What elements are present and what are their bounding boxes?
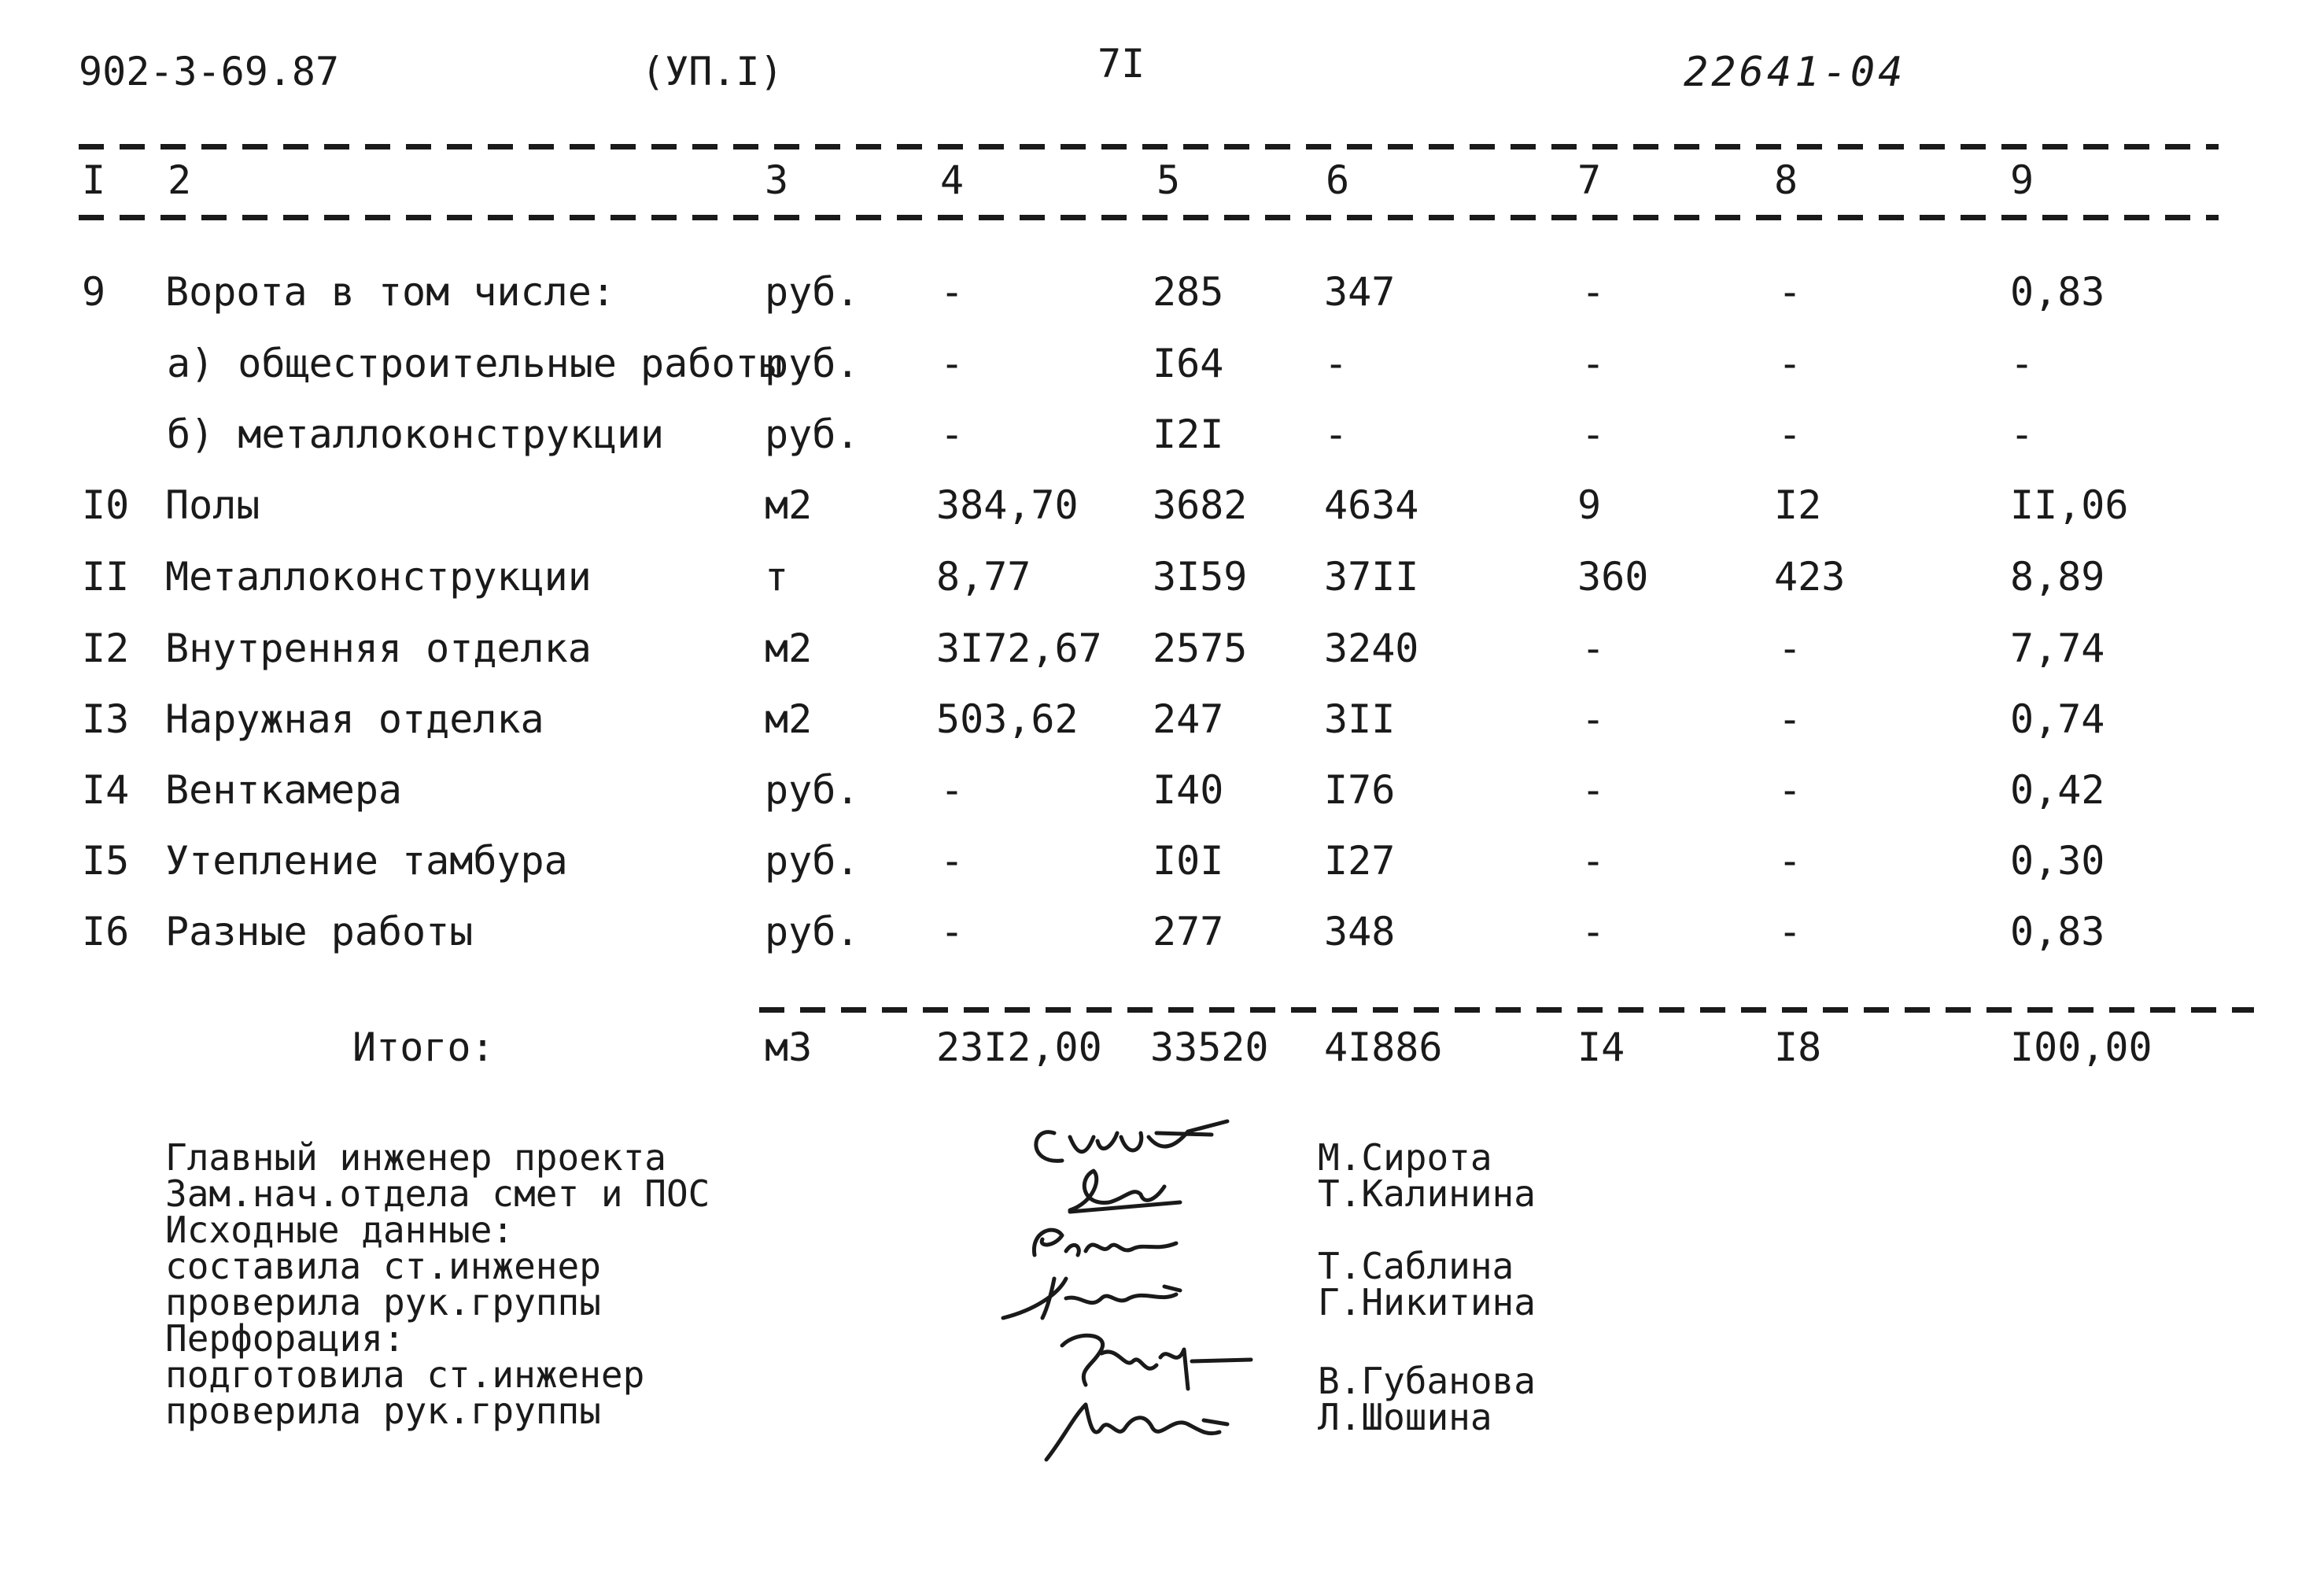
total-c7: I4 [1577,1024,1625,1070]
row-c9: 0,83 [2010,909,2105,954]
row-name: Утепление тамбура [165,838,568,884]
volume-label: (УП.I) [641,49,784,94]
row-unit: руб. [765,838,860,884]
row-c8: - [1778,626,1802,671]
total-unit: м3 [765,1024,813,1070]
row-name: Металлоконструкции [165,554,592,600]
row-c4: 3I72,67 [936,626,1102,671]
row-c8: 423 [1774,554,1846,600]
row-number: 9 [82,269,106,315]
row-c6: - [1324,341,1348,386]
role-line: Перфорация: [165,1317,405,1360]
row-c9: II,06 [2010,482,2129,528]
row-c4: - [940,909,965,954]
row-name: Ворота в том числе: [165,269,615,315]
header-top-divider [79,144,2219,150]
name-line: Т.Калинина [1318,1172,1536,1215]
column-number: 6 [1326,157,1350,203]
row-c6: I27 [1324,838,1396,884]
row-name: б) металлоконструкции [167,412,665,457]
row-c4: 384,70 [936,482,1079,528]
column-number: 8 [1774,157,1798,203]
row-unit: руб. [765,269,860,315]
column-number: 5 [1156,157,1181,203]
row-c9: 0,83 [2010,269,2105,315]
total-c4: 23I2,00 [936,1024,1102,1070]
row-c4: - [940,767,965,813]
role-line: Зам.нач.отдела смет и ПОС [165,1172,710,1215]
row-c4: - [940,341,965,386]
row-c8: - [1778,767,1802,813]
row-c7: - [1581,341,1606,386]
role-line: Главный инженер проекта [165,1136,666,1179]
total-c8: I8 [1774,1024,1822,1070]
role-line: проверила рук.группы [165,1390,601,1432]
column-number: 3 [765,157,789,203]
role-line: Исходные данные: [165,1209,515,1251]
row-c5: 285 [1153,269,1224,315]
row-c8: - [1778,909,1802,954]
row-c7: - [1581,767,1606,813]
role-line: подготовила ст.инженер [165,1353,645,1396]
row-c9: 0,30 [2010,838,2105,884]
column-number: 4 [940,157,965,203]
signature-roles [165,1136,710,1432]
row-name: Венткамера [165,767,403,813]
row-unit: м2 [765,482,813,528]
row-c5: I0I [1153,838,1224,884]
row-c7: - [1581,269,1606,315]
row-c7: 360 [1577,554,1649,600]
row-c4: 503,62 [936,696,1079,742]
row-name: Разные работы [165,909,474,954]
handwritten-signature-shoshina [1031,1385,1267,1471]
row-c6: 37II [1324,554,1419,600]
row-unit: руб. [765,412,860,457]
row-c6: 3240 [1324,626,1419,671]
row-number: I6 [82,909,130,954]
row-name: Полы [165,482,260,528]
row-name: а) общестроительные работы [167,341,783,386]
row-c5: 2575 [1153,626,1248,671]
row-c9: - [2010,341,2034,386]
column-number: 2 [168,157,192,203]
row-c5: I2I [1153,412,1224,457]
page-number: 7I [1097,41,1145,87]
row-c7: - [1581,412,1606,457]
header-bottom-divider [79,215,2219,220]
row-unit: руб. [765,767,860,813]
name-line: Л.Шошина [1318,1396,1492,1438]
row-c9: 0,42 [2010,767,2105,813]
document-code: 902-3-69.87 [79,49,340,94]
row-c5: 3682 [1153,482,1248,528]
row-number: II [82,554,130,600]
row-c5: 3I59 [1153,554,1248,600]
name-line: В.Губанова [1318,1360,1536,1402]
row-c7: - [1581,838,1606,884]
column-number: I [82,157,106,203]
row-number: I3 [82,696,130,742]
row-c6: I76 [1324,767,1396,813]
total-label: Итого: [352,1024,495,1070]
row-c8: - [1778,838,1802,884]
row-unit: м2 [765,626,813,671]
column-number: 9 [2010,157,2034,203]
row-c8: I2 [1774,482,1822,528]
row-number: I4 [82,767,130,813]
row-c4: - [940,838,965,884]
total-c5: 33520 [1150,1024,1269,1070]
row-c6: 4634 [1324,482,1419,528]
name-line: Т.Саблина [1318,1245,1514,1287]
row-unit: т [765,554,789,600]
row-c4: - [940,412,965,457]
row-c5: I64 [1153,341,1224,386]
total-c6: 4I886 [1324,1024,1443,1070]
row-number: I0 [82,482,130,528]
row-name: Внутренняя отделка [165,626,592,671]
column-number: 7 [1577,157,1602,203]
row-c9: 8,89 [2010,554,2105,600]
row-c9: 0,74 [2010,696,2105,742]
handwritten-signature-nikitina [987,1263,1208,1326]
total-c9: I00,00 [2010,1024,2152,1070]
row-unit: руб. [765,909,860,954]
row-c7: - [1581,909,1606,954]
row-c6: - [1324,412,1348,457]
name-line: Г.Никитина [1318,1281,1536,1323]
name-line: М.Сирота [1318,1136,1492,1179]
row-c9: 7,74 [2010,626,2105,671]
inventory-number: 22641-04 [1684,49,1906,96]
row-c6: 347 [1324,269,1396,315]
row-c8: - [1778,696,1802,742]
row-c8: - [1778,269,1802,315]
row-c5: 247 [1153,696,1224,742]
row-c7: - [1581,696,1606,742]
row-c4: 8,77 [936,554,1031,600]
signature-names [1318,1136,1536,1438]
row-unit: руб. [765,341,860,386]
row-c6: 348 [1324,909,1396,954]
row-c6: 3II [1324,696,1396,742]
role-line: проверила рук.группы [165,1281,601,1323]
row-c7: 9 [1577,482,1602,528]
row-number: I5 [82,838,130,884]
row-c8: - [1778,412,1802,457]
row-c7: - [1581,626,1606,671]
row-c8: - [1778,341,1802,386]
total-divider [759,1007,2254,1013]
role-line: составила ст.инженер [165,1245,601,1287]
row-name: Наружная отделка [165,696,544,742]
row-c4: - [940,269,965,315]
row-number: I2 [82,626,130,671]
row-c9: - [2010,412,2034,457]
row-unit: м2 [765,696,813,742]
row-c5: I40 [1153,767,1224,813]
row-c5: 277 [1153,909,1224,954]
